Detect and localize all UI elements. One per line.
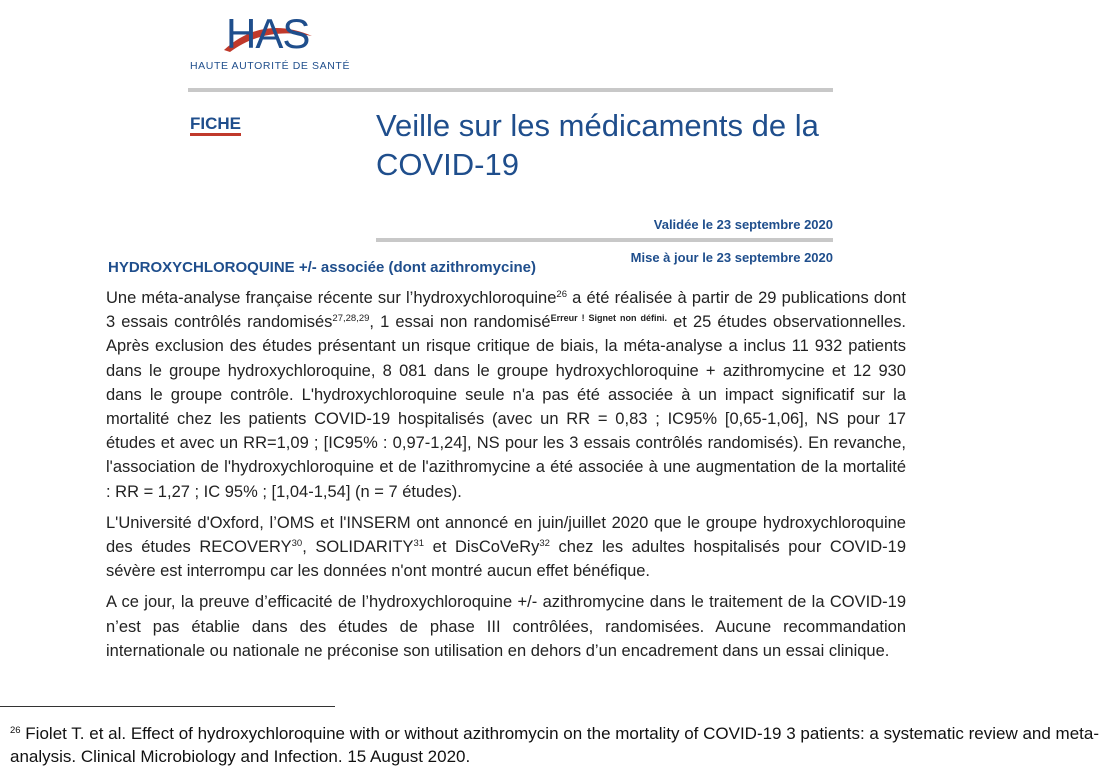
header-divider: [188, 88, 833, 92]
footnote-number: 26: [10, 725, 21, 736]
footnote-ref[interactable]: 30: [291, 538, 303, 550]
updated-date: Mise à jour le 23 septembre 2020: [630, 250, 833, 265]
date-divider: [376, 238, 833, 242]
bookmark-error: Erreur ! Signet non défini.: [550, 313, 668, 324]
footnote: [10, 722, 1100, 768]
footnote-ref[interactable]: 31: [413, 538, 425, 550]
paragraph-2: L'Université d'Oxford, l’OMS et l'INSERM ont annoncé en juin/juillet 2020 que le groupe hydroxychloroquine des études RECOVERY$^{30}$, SOLIDARITY$^{31}$ et DisCoVeRy$^{32}$ chez les adultes hospitalisés pour COVID-19 sévère est interrompu car les données n'ont montré aucun effet bénéfique.: [106, 513, 907, 581]
footnote-divider: [0, 706, 335, 707]
footnote-ref[interactable]: 27,28,29: [332, 313, 370, 325]
page-title: Veille sur les médicaments de la COVID-19: [376, 108, 819, 182]
footnote-ref[interactable]: 32: [539, 538, 550, 550]
doc-type-label: FICHE: [190, 114, 241, 133]
paragraph-1: Une méta-analyse française récente sur l’hydroxychloroquine$^{26}$ a été réalisée à partir de 29 publications dont 3 essais contrôlés randomisés$^{27,28,29}$, 1 essai non randomisé$^{Erreur ! Signet non défini.}$ et 25 études observationnelles. Après exclusion des études présentant un risque critique de biais, la méta-analyse a inclus 11 932 patients dans le groupe hydroxychloroquine, 8 081 dans le groupe hydroxychloroquine + azithromycine et 12 930 dans le groupe contrôle. L'hydroxychloroquine seule n'a pas été associée à un impact significatif sur la mortalité chez les patients COVID-19 hospitalisés (avec un RR = 0,83 ; IC95% [0,65-1,06], NS pour 17 études et avec un RR=1,09 ; [IC95% : 0,97-1,24], NS pour les 3 essais contrôlés randomisés). En revanche, l'association de l'hydroxychloroquine et de l'azithromycine a été associée à une augmentation de la mortalité : RR = 1,27 ; IC 95% ; [1,04-1,54] (n = 7 études).: [106, 289, 907, 501]
has-logo: [190, 10, 360, 80]
validated-date: Validée le 23 septembre 2020: [653, 217, 833, 232]
logo-subtitle: HAUTE AUTORITÉ DE SANTÉ: [190, 60, 351, 72]
footnote-text: Fiolet T. et al. Effect of hydroxychloroquine with or without azithromycin on the mortality of COVID-19 3 patients: a systematic review and meta-analysis. Clinical Microbiology and Infection. 15 August 2020.: [10, 724, 1099, 766]
logo-letters: HAS: [226, 10, 310, 57]
section-body: [106, 286, 906, 670]
footnote-ref[interactable]: 26: [556, 289, 567, 300]
section-heading: HYDROXYCHLOROQUINE +/- associée (dont azithromycine): [108, 259, 536, 276]
paragraph-3: A ce jour, la preuve d’efficacité de l’hydroxychloroquine +/- azithromycine dans le traitement de la COVID-19 n’est pas établie dans des études de phase III contrôlées, randomisées. Aucune recommandation internationale ou nationale ne préconise son utilisation en dehors d’un encadrement dans un essai clinique.: [106, 593, 906, 660]
